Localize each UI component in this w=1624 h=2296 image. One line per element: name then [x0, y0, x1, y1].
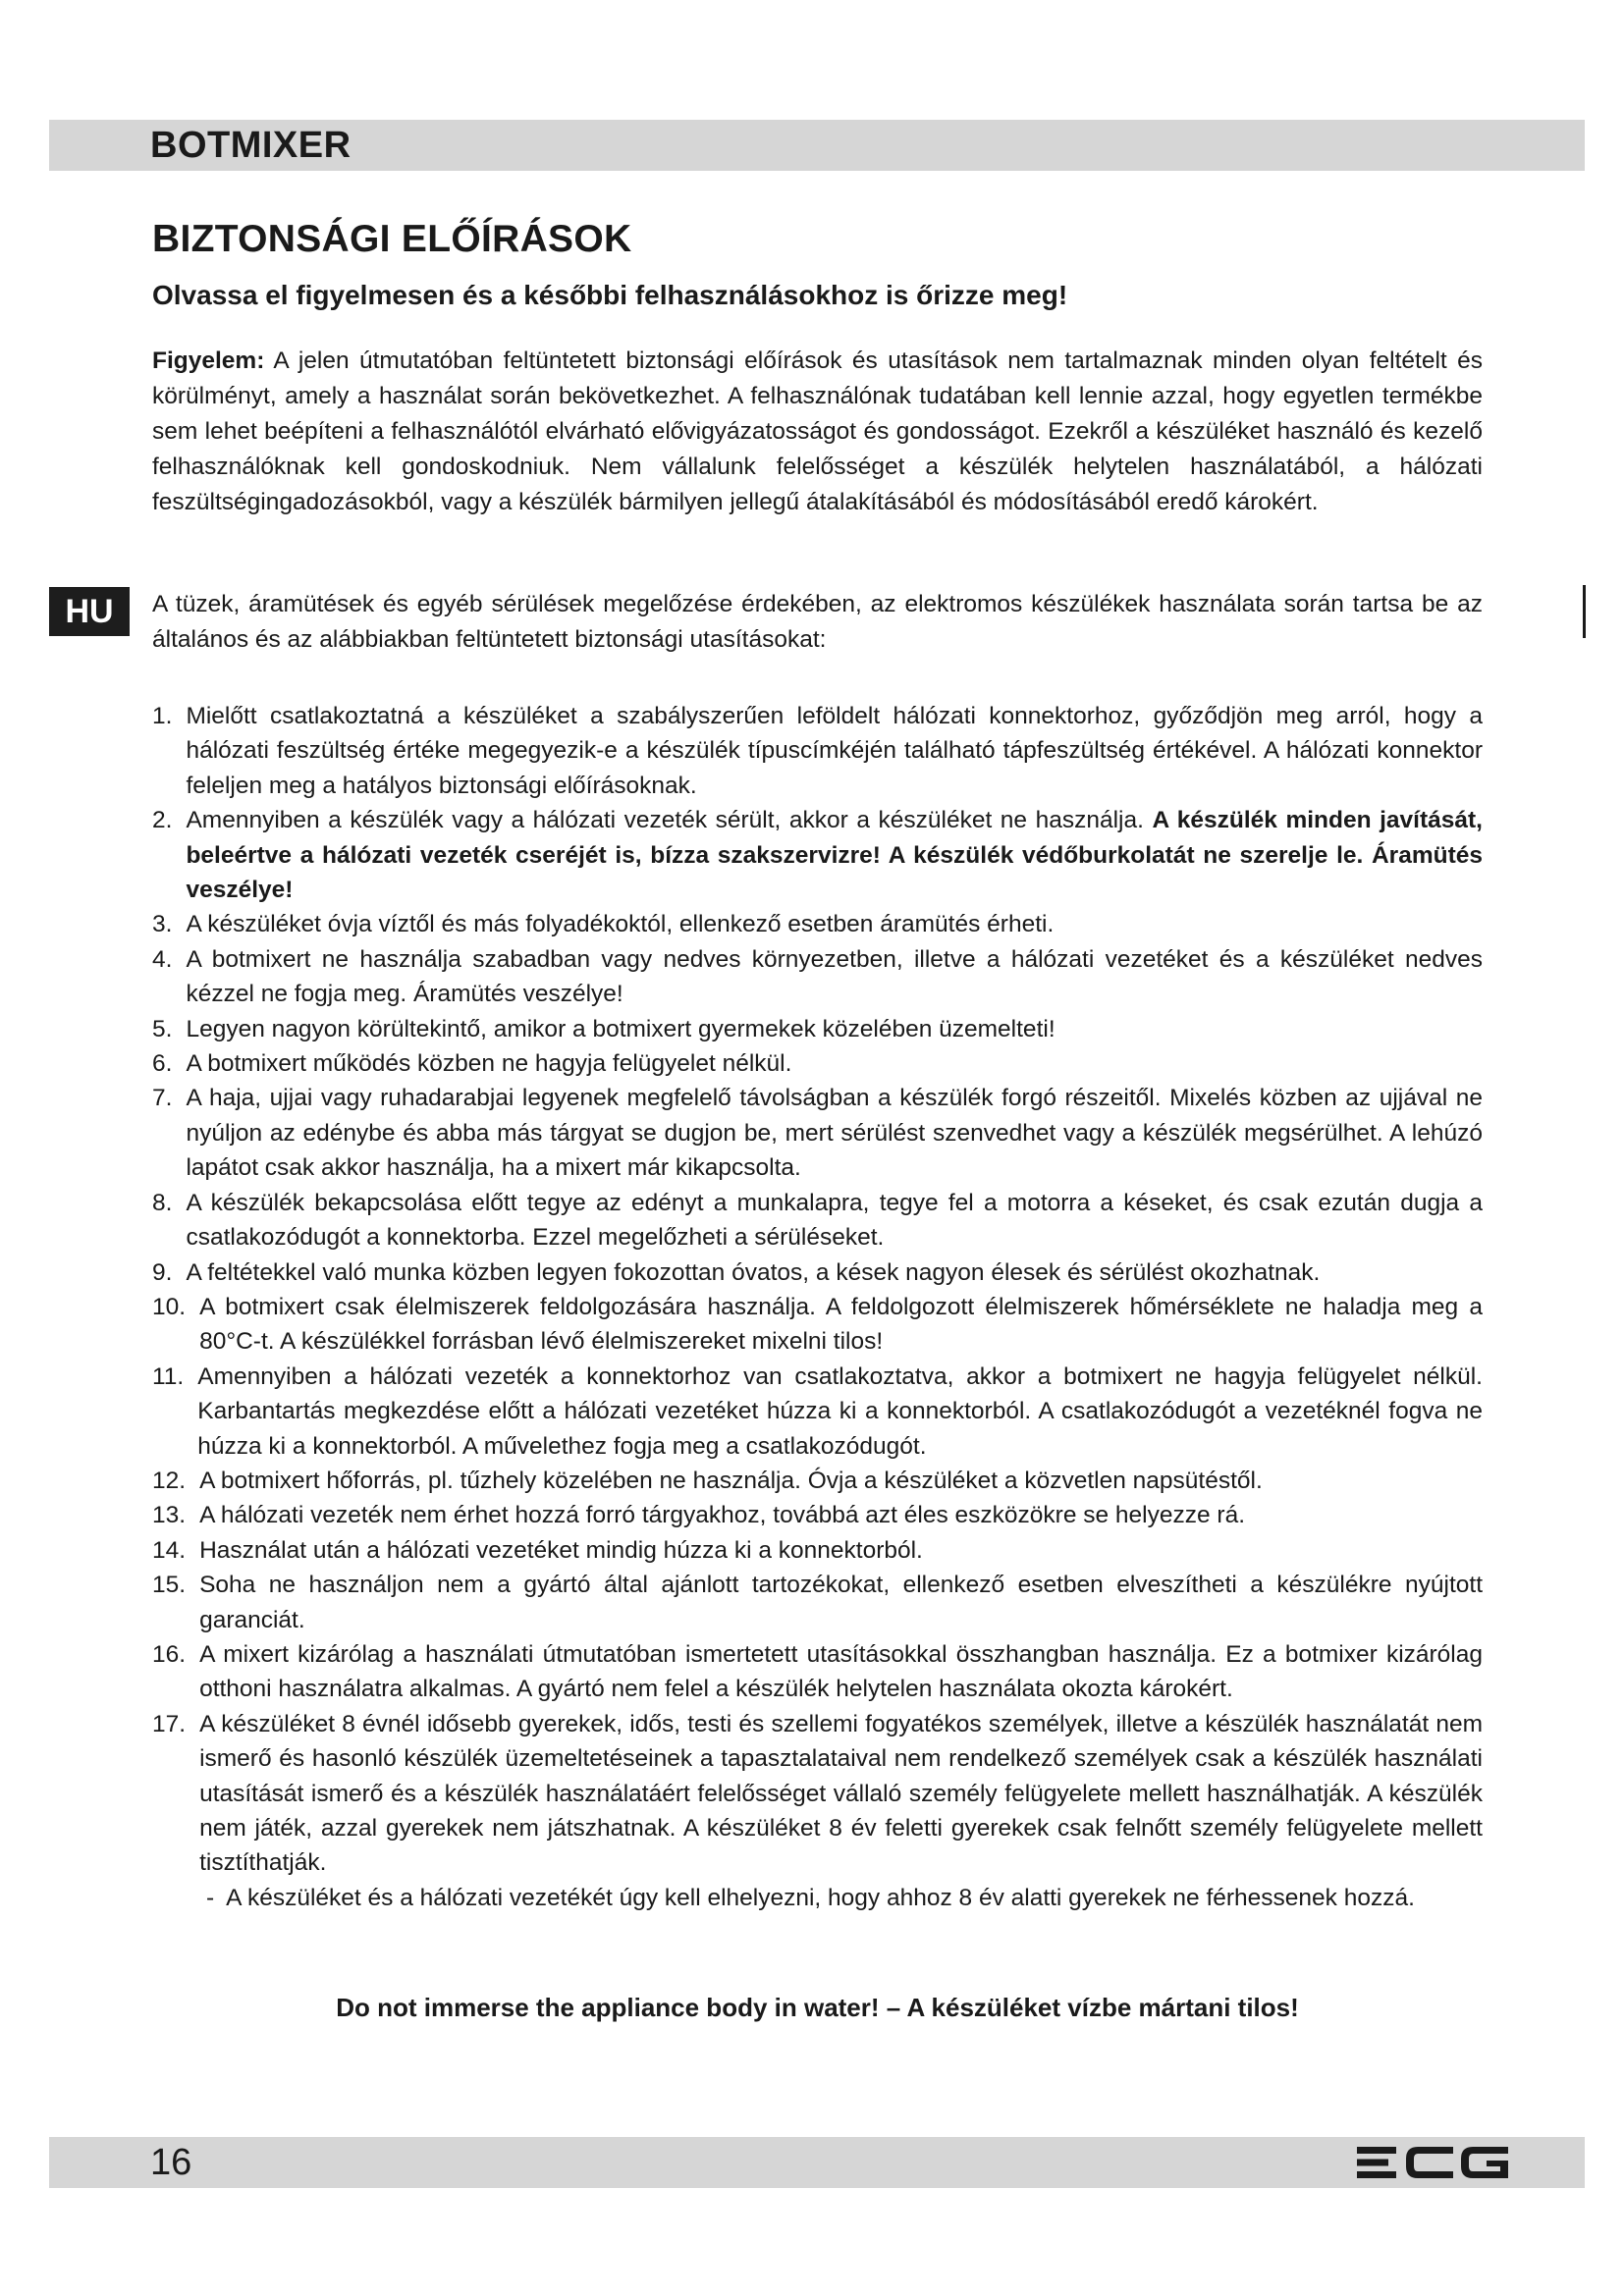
rule-text: A feltétekkel való munka közben legyen fokozottan óvatos, a kések nagyon élesek és sérülést okozhatnak.	[186, 1258, 1321, 1286]
list-item	[152, 699, 1483, 803]
ecg-logo	[1355, 2145, 1512, 2180]
rule-number: 4.	[152, 945, 173, 973]
rule-number: 15.	[152, 1572, 187, 1599]
rule-number: 8.	[152, 1189, 173, 1216]
sub-note-dash: -	[206, 1884, 215, 1911]
rule-number: 3.	[152, 911, 173, 938]
rule-number: 13.	[152, 1502, 187, 1529]
rule-text: Legyen nagyon körültekintő, amikor a botmixert gyermekek közelében üzemelteti!	[186, 1015, 1056, 1042]
rule-text: Soha ne használjon nem a gyártó által ajánlott tartozékokat, ellenkező esetben elveszítheti a készülékre nyújtott garanciát.	[199, 1572, 1483, 1633]
list-item	[152, 1290, 1483, 1360]
rule-text: Amennyiben a hálózati vezeték a konnektorhoz van csatlakoztatva, akkor a botmixert ne hagyja felügyelet nélkül. Karbantartás megkezdése előtt a hálózati vezetéket húzza ki a konnektorból. A csatlakozódugót a vezetéknél fogva ne húzza ki a konnektorból. A művelethez fogja meg a csatlakozódugót.	[197, 1362, 1483, 1460]
rule-text: A botmixert hőforrás, pl. tűzhely közelében ne használja. Óvja a készüléket a közvetlen napsütéstől.	[199, 1467, 1263, 1494]
list-item	[152, 1464, 1483, 1498]
rule-text: A mixert kizárólag a használati útmutatóban ismertetett utasításokkal összhangban használja. Ez a botmixer kizárólag otthoni használatra alkalmas. A gyártó nem felel a készülék helytelen használata okozta károkért.	[199, 1640, 1483, 1703]
warning-label: Figyelem:	[152, 347, 265, 374]
list-item	[152, 1498, 1483, 1532]
rule-number: 16.	[152, 1640, 187, 1668]
rule-number: 5.	[152, 1015, 173, 1042]
list-item	[152, 1012, 1483, 1046]
rule-number: 2.	[152, 807, 173, 834]
footer-bar	[49, 2137, 1585, 2188]
rule-text: A készüléket óvja víztől és más folyadékoktól, ellenkező esetben áramütés érheti.	[186, 911, 1055, 938]
intro-paragraph: A tüzek, áramütések és egyéb sérülések megelőzése érdekében, az elektromos készülékek használata során tartsa be az általános és az alábbiakban feltüntetett biztonsági utasításokat:	[152, 591, 1483, 653]
rule-text: A botmixert ne használja szabadban vagy nedves környezetben, illetve a hálózati vezetéket és a készüléket nedves kézzel ne fogja meg. Áramütés veszélye!	[186, 945, 1483, 1008]
list-item	[152, 803, 1483, 907]
list-item	[152, 1255, 1483, 1290]
rule-number: 7.	[152, 1085, 173, 1112]
page-number: 16	[150, 2142, 192, 2183]
list-item	[152, 1186, 1483, 1255]
rule-number: 9.	[152, 1258, 173, 1286]
rule-text	[186, 803, 1483, 907]
list-item	[152, 1533, 1483, 1568]
warning-paragraph	[152, 344, 1483, 520]
list-item	[152, 907, 1483, 941]
list-item	[152, 1568, 1483, 1637]
rule-text: A botmixert működés közben ne hagyja felügyelet nélkül.	[186, 1050, 792, 1078]
list-item	[152, 1637, 1483, 1707]
edge-marker	[1583, 585, 1586, 638]
header-title: BOTMIXER	[150, 125, 352, 166]
rule-text: A hálózati vezeték nem érhet hozzá forró tárgyakhoz, továbbá azt éles eszközökre se helyezze rá.	[199, 1502, 1246, 1529]
list-item	[152, 942, 1483, 1012]
language-badge: HU	[49, 587, 130, 636]
section-title: BIZTONSÁGI ELŐÍRÁSOK	[152, 218, 632, 260]
sub-note	[152, 1881, 1483, 1915]
rule-text: Használat után a hálózati vezetéket mindig húzza ki a konnektorból.	[199, 1536, 923, 1564]
rule-text: A készülék bekapcsolása előtt tegye az edényt a munkalapra, tegye fel a motorra a késeket, és csak ezután dugja a csatlakozódugót a konnektorba. Ezzel megelőzheti a sérüléseket.	[186, 1189, 1483, 1252]
rule-text-regular: Amennyiben a készülék vagy a hálózati vezeték sérült, akkor a készüléket ne használja.	[186, 807, 1153, 834]
warning-text: A jelen útmutatóban feltüntetett biztonsági előírások és utasítások nem tartalmaznak minden olyan feltételt és körülményt, amely a használat során bekövetkezhet. A felhasználónak tudatában kell lennie azzal, hogy egyetlen termékbe sem lehet beépíteni a felhasználótól elvárható elővigyázatosságot és gondosságot. Ezekről a készüléket használó és kezelő felhasználóknak kell gondoskodniuk. Nem vállalunk felelősséget a készülék helytelen használatából, a hálózati feszültségingadozásokból, vagy a készülék bármilyen jellegű átalakításából és módosításából eredő károkért.	[152, 347, 1483, 515]
rule-number: 10.	[152, 1293, 187, 1320]
rule-number: 6.	[152, 1050, 173, 1078]
list-item	[152, 1046, 1483, 1081]
list-item	[152, 1707, 1483, 1881]
rule-text: A haja, ujjai vagy ruhadarabjai legyenek megfelelő távolságban a készülék forgó részeitől. Mixelés közben az ujjával ne nyúljon az edénybe és abba más tárgyat se dugjon be, mert sérülést szenvedhet vagy a készülék megsérülhet. A lehúzó lapátot csak akkor használja, ha a mixert már kikapcsolta.	[186, 1085, 1483, 1182]
sub-note-text: A készüléket és a hálózati vezetékét úgy kell elhelyezni, hogy ahhoz 8 év alatti gyerekek ne férhessenek hozzá.	[226, 1884, 1415, 1911]
list-item	[152, 1360, 1483, 1464]
rule-number: 1.	[152, 703, 173, 729]
header-bar	[49, 120, 1585, 171]
list-item	[152, 1081, 1483, 1185]
rule-text: A készüléket 8 évnél idősebb gyerekek, idős, testi és szellemi fogyatékos személyek, illetve a készülék használatát nem ismerő és hasonló készülék üzemeltetéseinek a tapasztalataival nem rendelkező személyek csak a készülék használati utasítását ismerő és a készülék használatáért felelősséget vállaló személy felügyelete mellett használhatják. A készülék nem játék, azzal gyerekek nem játszhatnak. A készüléket 8 év feletti gyerekek csak felnőtt személy felügyelete mellett tisztíthatják.	[199, 1710, 1483, 1877]
closing-warning: Do not immerse the appliance body in water! – A készüléket vízbe mártani tilos!	[336, 1993, 1299, 2022]
rule-text: A botmixert csak élelmiszerek feldolgozására használja. A feldolgozott élelmiszerek hőmérséklete ne haladja meg a 80°C-t. A készülékkel forrásban lévő élelmiszereket mixelni tilos!	[199, 1293, 1483, 1356]
safety-rules-list	[152, 699, 1483, 1915]
rule-text: Mielőtt csatlakoztatná a készüléket a szabályszerűen leföldelt hálózati konnektorhoz, győződjön meg arról, hogy a hálózati feszültség értéke megegyezik-e a készülék típuscímkéjén található tápfeszültség értékével. A hálózati konnektor feleljen meg a hatályos biztonsági előírásoknak.	[186, 703, 1483, 799]
rule-number: 17.	[152, 1710, 187, 1737]
rule-number: 12.	[152, 1467, 187, 1494]
rule-number: 11.	[152, 1362, 185, 1390]
subtitle: Olvassa el figyelmesen és a későbbi felhasználásokhoz is őrizze meg!	[152, 280, 1068, 310]
rule-number: 14.	[152, 1536, 187, 1564]
rule-text-bold: A készülék minden javítását, beleértve a hálózati vezeték cseréjét is, bízza szakszervizre! A készülék védőburkolatát ne szerelje le. Áramütés veszélye!	[186, 807, 1483, 904]
